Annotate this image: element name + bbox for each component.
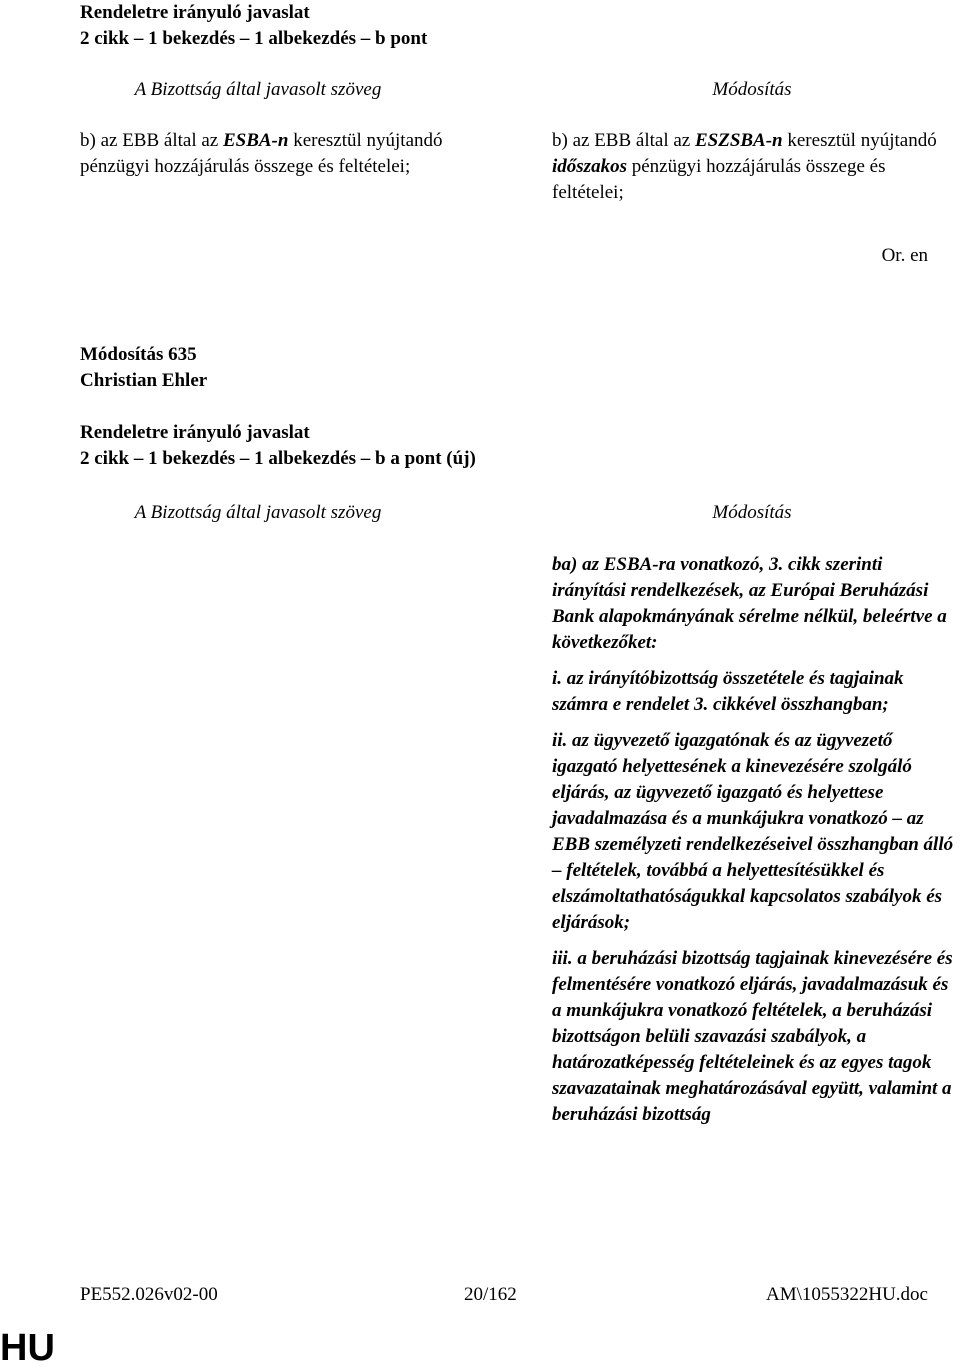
paragraph-ii: ii. az ügyvezető igazgatónak és az ügyvezető igazgató helyettesének a kinevezésére szolgáló eljárás, az ügyvezető igazgató és helyettese javadalmazása és a munkájukra vonatkozó – az EBB személyzeti rendelkezéseivel összhangban álló – feltételek, továbbá a helyettesítésükkel és elszámoltathatóságukkal kapcsolatos szabályok és eljárások; (552, 730, 954, 933)
footer-file-name: AM\1055322HU.doc (765, 1284, 928, 1305)
block1-left-text: b) az EBB által az ESBA-n keresztül nyújtandó pénzügyi hozzájárulás összege és feltételei; (80, 130, 443, 177)
block1-title: Rendeletre irányuló javaslat (80, 2, 310, 23)
amendment-number: Módosítás 635 (80, 344, 197, 365)
original-language: Or. en (881, 245, 928, 266)
block2-right-heading: Módosítás (712, 502, 792, 523)
block2-right-text (552, 552, 956, 1138)
footer-doc-ref: PE552.026v02-00 (80, 1284, 218, 1305)
block1-right-heading: Módosítás (712, 79, 792, 100)
block2-title: Rendeletre irányuló javaslat (80, 422, 310, 443)
footer-page-number: 20/162 (464, 1284, 517, 1305)
block1-left-heading: A Bizottság által javasolt szöveg (134, 79, 382, 100)
amendment-author: Christian Ehler (80, 370, 208, 391)
paragraph-i: i. az irányítóbizottság összetétele és tagjainak számra e rendelet 3. cikkével összhangban; (552, 668, 904, 715)
block2-left-heading: A Bizottság által javasolt szöveg (134, 502, 382, 523)
block2-reference: 2 cikk – 1 bekezdés – 1 albekezdés – b a pont (új) (80, 448, 476, 469)
paragraph-ba: ba) az ESBA-ra vonatkozó, 3. cikk szerinti irányítási rendelkezések, az Európai Beruházási Bank alapokmányának sérelme nélkül, beleértve a következőket: (552, 554, 947, 653)
footer-language-code: HU (0, 1327, 55, 1369)
block1-right-text: b) az EBB által az ESZSBA-n keresztül nyújtandó időszakos pénzügyi hozzájárulás összege és feltételei; (552, 130, 937, 203)
paragraph-iii: iii. a beruházási bizottság tagjainak kinevezésére és felmentésére vonatkozó eljárás, javadalmazásuk és a munkájukra vonatkozó feltételek, a beruházási bizottságon belüli szavazási szabályok, a határozatképesség feltételeinek és az egyes tagok szavazatainak meghatározásával együtt, valamint a beruházási bizottság (552, 948, 953, 1125)
block1-reference: 2 cikk – 1 bekezdés – 1 albekezdés – b pont (80, 28, 428, 49)
